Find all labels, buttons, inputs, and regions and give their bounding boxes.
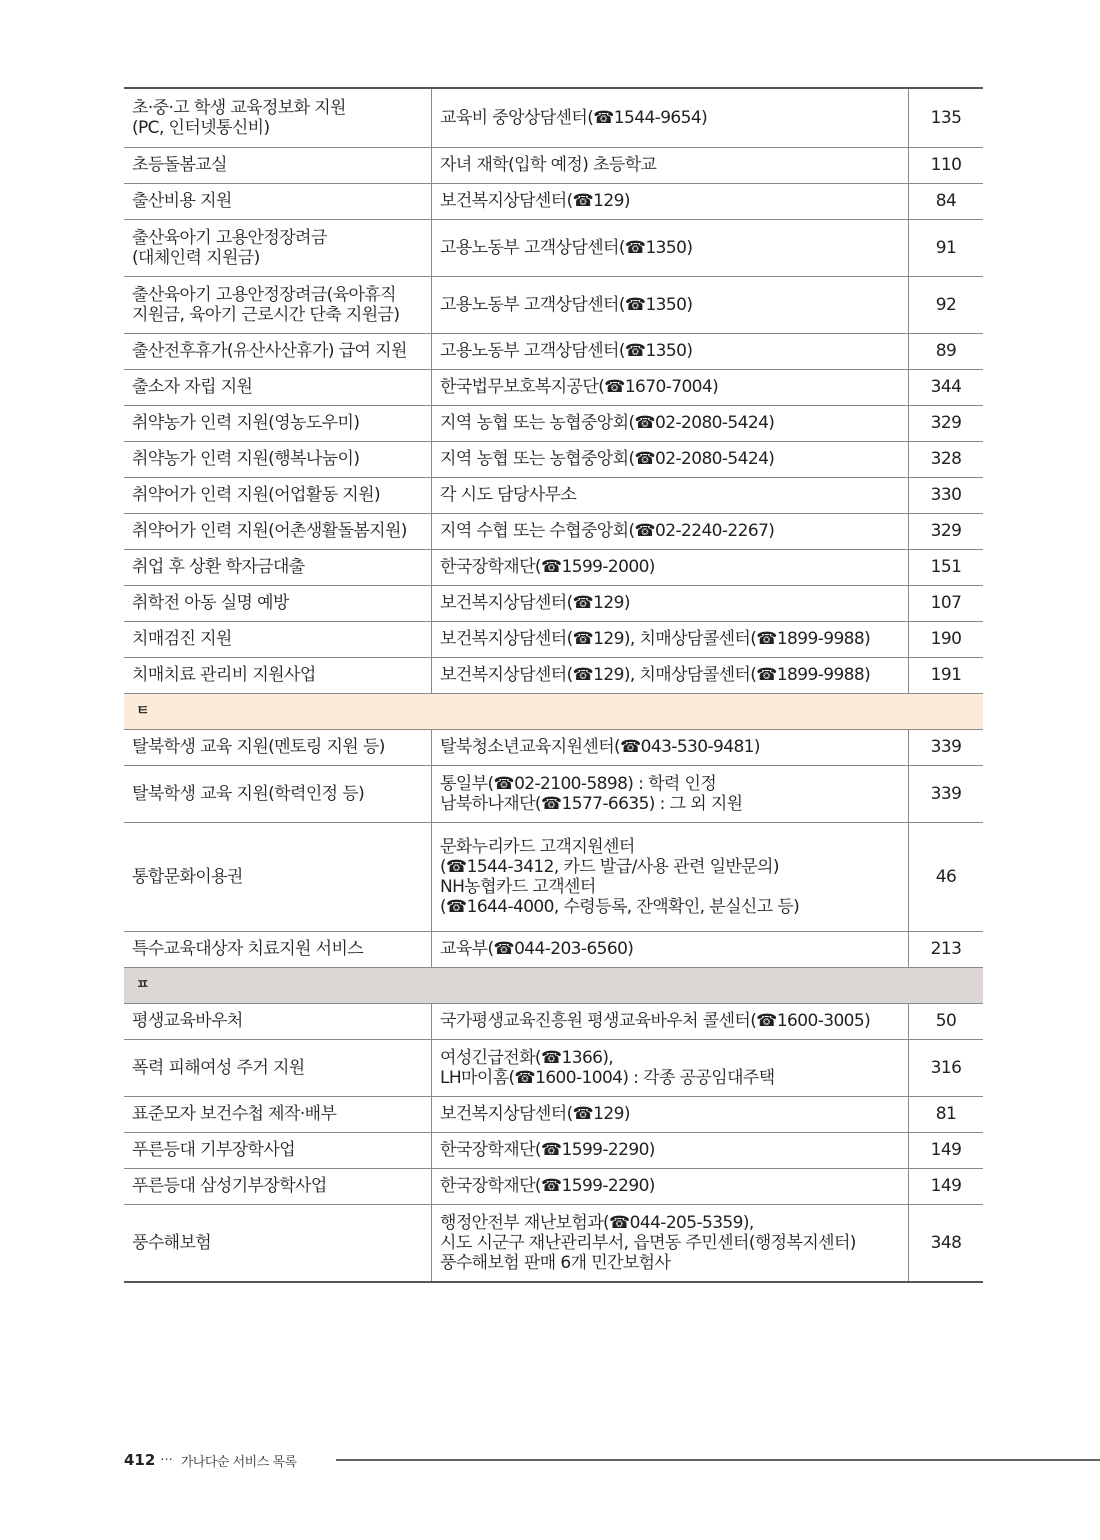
service-name-line: 취약농가 인력 지원(영농도우미) [132, 413, 360, 433]
contact-line: 행정안전부 재난보험과(☎044-205-5359), [440, 1212, 754, 1233]
page-reference-cell: 329 [909, 513, 984, 549]
contact-line: 지역 농협 또는 농협중앙회(☎02-2080-5424) [440, 449, 775, 469]
service-name-line: 출소자 자립 지원 [132, 377, 253, 397]
service-name-cell [124, 1003, 432, 1039]
service-name-line: 취업 후 상환 학자금대출 [132, 557, 305, 577]
service-name-cell [124, 513, 432, 549]
page-reference-cell: 344 [909, 369, 984, 405]
contact-cell [432, 1204, 909, 1282]
service-name-cell [124, 441, 432, 477]
section-header-label: ㅍ [124, 967, 983, 1003]
contact-line: 고용노동부 고객상담센터(☎1350) [440, 294, 693, 315]
table-body [124, 88, 983, 1282]
table-row [124, 147, 983, 183]
contact-line: 보건복지상담센터(☎129), 치매상담콜센터(☎1899-9988) [440, 629, 871, 649]
contact-cell [432, 333, 909, 369]
service-name-cell [124, 147, 432, 183]
service-name-cell [124, 657, 432, 693]
table-row [124, 369, 983, 405]
contact-cell [432, 585, 909, 621]
contact-cell [432, 1096, 909, 1132]
service-name-cell [124, 621, 432, 657]
contact-line: 시도 시군구 재난관리부서, 읍면동 주민센터(행정복지센터) [440, 1232, 856, 1253]
service-name-cell [124, 88, 432, 147]
contact-cell [432, 931, 909, 967]
service-name-line: (PC, 인터넷통신비) [132, 117, 270, 138]
service-name-cell [124, 1132, 432, 1168]
service-name-line: 출산육아기 고용안정장려금 [132, 227, 327, 248]
contact-cell [432, 549, 909, 585]
service-name-line: 푸른등대 삼성기부장학사업 [132, 1176, 327, 1196]
table-row [124, 1096, 983, 1132]
section-header-row [124, 693, 983, 729]
contact-cell [432, 276, 909, 333]
contact-line: 교육비 중앙상담센터(☎1544-9654) [440, 107, 708, 128]
service-name-line: 치매검진 지원 [132, 629, 232, 649]
table-row [124, 1168, 983, 1204]
contact-cell [432, 1168, 909, 1204]
contact-cell [432, 147, 909, 183]
contact-line: 풍수해보험 판매 6개 민간보험사 [440, 1252, 671, 1273]
contact-cell [432, 765, 909, 822]
table-row [124, 88, 983, 147]
contact-line: 교육부(☎044-203-6560) [440, 939, 634, 959]
contact-cell [432, 1039, 909, 1096]
service-name-line: 출산육아기 고용안정장려금(육아휴직 [132, 284, 396, 305]
page-reference-cell: 316 [909, 1039, 984, 1096]
service-name-line: 통합문화이용권 [132, 866, 243, 887]
page-reference-cell: 330 [909, 477, 984, 513]
table-row [124, 441, 983, 477]
table-row [124, 1204, 983, 1282]
page-reference-cell: 107 [909, 585, 984, 621]
service-name-cell [124, 1168, 432, 1204]
contact-cell [432, 88, 909, 147]
contact-line: 남북하나재단(☎1577-6635) : 그 외 지원 [440, 793, 743, 814]
service-name-cell [124, 405, 432, 441]
page-reference-cell: 91 [909, 219, 984, 276]
service-name-line: 출산비용 지원 [132, 191, 232, 211]
service-table [124, 87, 983, 1283]
service-name-line: 취약어가 인력 지원(어업활동 지원) [132, 485, 380, 505]
contact-cell [432, 822, 909, 931]
contact-line: (☎1644-4000, 수령등록, 잔액확인, 분실신고 등) [440, 896, 800, 917]
service-name-line: 푸른등대 기부장학사업 [132, 1140, 296, 1160]
contact-line: 자녀 재학(입학 예정) 초등학교 [440, 155, 657, 175]
service-name-line: 표준모자 보건수첩 제작·배부 [132, 1104, 337, 1124]
page-reference-cell: 348 [909, 1204, 984, 1282]
footer-ellipsis: ··· [160, 1452, 173, 1468]
page-reference-cell: 92 [909, 276, 984, 333]
contact-line: 고용노동부 고객상담센터(☎1350) [440, 237, 693, 258]
table-row [124, 729, 983, 765]
service-name-cell [124, 333, 432, 369]
service-name-line: 초등돌봄교실 [132, 155, 227, 175]
service-name-cell [124, 369, 432, 405]
contact-line: 보건복지상담센터(☎129) [440, 593, 630, 613]
service-name-line: 풍수해보험 [132, 1232, 212, 1253]
page-reference-cell: 89 [909, 333, 984, 369]
service-name-line: 취약어가 인력 지원(어촌생활돌봄지원) [132, 521, 407, 541]
contact-line: 지역 농협 또는 농협중앙회(☎02-2080-5424) [440, 413, 775, 433]
service-name-cell [124, 219, 432, 276]
contact-line: 국가평생교육진흥원 평생교육바우처 콜센터(☎1600-3005) [440, 1011, 871, 1031]
contact-cell [432, 1003, 909, 1039]
contact-line: NH농협카드 고객센터 [440, 876, 596, 897]
table-row [124, 822, 983, 931]
service-name-cell [124, 729, 432, 765]
footer-title: 가나다순 서비스 목록 [180, 1454, 297, 1470]
contact-line: 여성긴급전화(☎1366), [440, 1047, 614, 1068]
page-reference-cell: 149 [909, 1168, 984, 1204]
page-reference-cell: 135 [909, 88, 984, 147]
service-name-cell [124, 585, 432, 621]
contact-cell [432, 477, 909, 513]
table-row [124, 621, 983, 657]
contact-cell [432, 219, 909, 276]
table-row [124, 405, 983, 441]
contact-cell [432, 405, 909, 441]
service-name-cell [124, 822, 432, 931]
contact-line: 한국장학재단(☎1599-2290) [440, 1176, 655, 1196]
contact-line: 보건복지상담센터(☎129), 치매상담콜센터(☎1899-9988) [440, 665, 871, 685]
table-row [124, 333, 983, 369]
contact-line: LH마이홈(☎1600-1004) : 각종 공공임대주택 [440, 1067, 775, 1088]
page-reference-cell: 339 [909, 729, 984, 765]
service-name-cell [124, 1096, 432, 1132]
service-name-line: 특수교육대상자 치료지원 서비스 [132, 939, 364, 959]
table-row [124, 513, 983, 549]
service-name-cell [124, 477, 432, 513]
service-name-cell [124, 549, 432, 585]
service-name-line: 폭력 피해여성 주거 지원 [132, 1057, 305, 1078]
contact-cell [432, 369, 909, 405]
table-row [124, 1039, 983, 1096]
contact-line: (☎1544-3412, 카드 발급/사용 관련 일반문의) [440, 856, 779, 877]
page-footer [124, 1449, 297, 1471]
contact-line: 보건복지상담센터(☎129) [440, 1104, 630, 1124]
page-reference-cell: 84 [909, 183, 984, 219]
table-row [124, 219, 983, 276]
table-row [124, 549, 983, 585]
service-name-cell [124, 276, 432, 333]
service-name-line: 탈북학생 교육 지원(멘토링 지원 등) [132, 737, 385, 757]
footer-rule [336, 1459, 1100, 1461]
table-row [124, 1003, 983, 1039]
service-name-line: 지원금, 육아기 근로시간 단축 지원금) [132, 304, 400, 325]
service-name-cell [124, 1204, 432, 1282]
page-reference-cell: 149 [909, 1132, 984, 1168]
table-row [124, 183, 983, 219]
service-name-line: 탈북학생 교육 지원(학력인정 등) [132, 783, 365, 804]
service-name-cell [124, 765, 432, 822]
table-row [124, 765, 983, 822]
contact-cell [432, 183, 909, 219]
contact-cell [432, 1132, 909, 1168]
page-reference-cell: 110 [909, 147, 984, 183]
contact-line: 탈북청소년교육지원센터(☎043-530-9481) [440, 737, 760, 757]
service-name-line: 치매치료 관리비 지원사업 [132, 665, 316, 685]
contact-line: 한국장학재단(☎1599-2290) [440, 1140, 655, 1160]
contact-cell [432, 621, 909, 657]
section-header-row [124, 967, 983, 1003]
contact-cell [432, 513, 909, 549]
service-name-line: 출산전후휴가(유산사산휴가) 급여 지원 [132, 341, 407, 361]
section-header-label: ㅌ [124, 693, 983, 729]
contact-line: 한국장학재단(☎1599-2000) [440, 557, 655, 577]
table-row [124, 1132, 983, 1168]
table-row [124, 276, 983, 333]
contact-cell [432, 729, 909, 765]
page-number: 412 [124, 1451, 156, 1469]
page-reference-cell: 329 [909, 405, 984, 441]
page-reference-cell: 151 [909, 549, 984, 585]
service-name-line: (대체인력 지원금) [132, 247, 260, 268]
contact-cell [432, 657, 909, 693]
table-row [124, 477, 983, 513]
page-reference-cell: 339 [909, 765, 984, 822]
contact-line: 고용노동부 고객상담센터(☎1350) [440, 341, 693, 361]
service-name-cell [124, 1039, 432, 1096]
page-reference-cell: 190 [909, 621, 984, 657]
page-reference-cell: 328 [909, 441, 984, 477]
service-name-cell [124, 183, 432, 219]
contact-line: 지역 수협 또는 수협중앙회(☎02-2240-2267) [440, 521, 775, 541]
page-reference-cell: 191 [909, 657, 984, 693]
service-name-line: 초·중·고 학생 교육정보화 지원 [132, 97, 346, 118]
table-row [124, 657, 983, 693]
table-row [124, 585, 983, 621]
page-reference-cell: 50 [909, 1003, 984, 1039]
table-row [124, 931, 983, 967]
service-name-line: 취학전 아동 실명 예방 [132, 593, 289, 613]
service-name-cell [124, 931, 432, 967]
contact-line: 한국법무보호복지공단(☎1670-7004) [440, 377, 719, 397]
contact-line: 통일부(☎02-2100-5898) : 학력 인정 [440, 773, 717, 794]
page-reference-cell: 46 [909, 822, 984, 931]
service-name-line: 취약농가 인력 지원(행복나눔이) [132, 449, 360, 469]
page-reference-cell: 213 [909, 931, 984, 967]
contact-line: 문화누리카드 고객지원센터 [440, 836, 635, 857]
contact-cell [432, 441, 909, 477]
contact-line: 각 시도 담당사무소 [440, 485, 577, 505]
service-name-line: 평생교육바우처 [132, 1011, 243, 1031]
page-reference-cell: 81 [909, 1096, 984, 1132]
contact-line: 보건복지상담센터(☎129) [440, 191, 630, 211]
